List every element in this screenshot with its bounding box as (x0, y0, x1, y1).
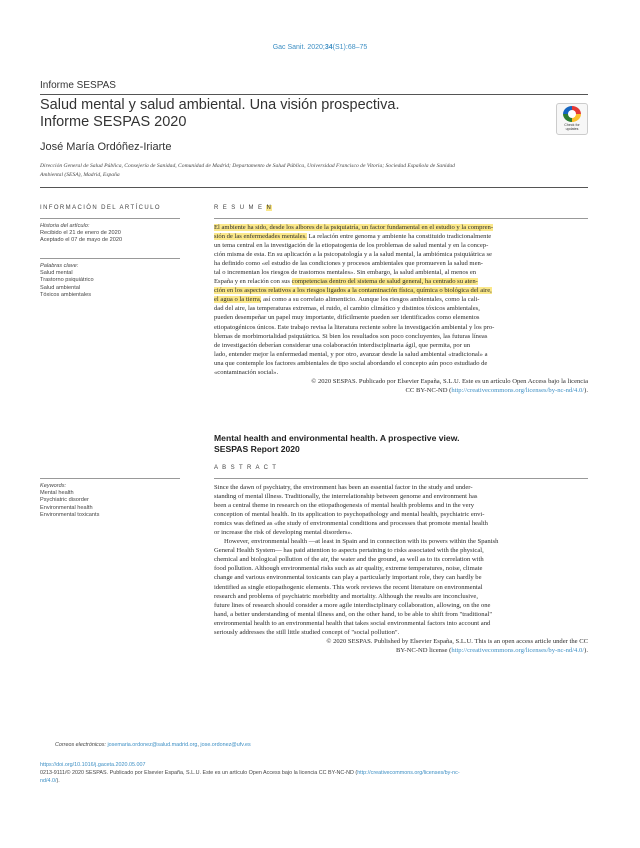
abstract-line: or increase the risk of developing mental disorders». (214, 529, 353, 537)
abstract-line: chemical and biological pollution of the air, the water and the ground, as well as to its correlation with (214, 556, 484, 564)
article-footer: https://doi.org/10.1016/j.gaceta.2020.05.007 0213-9111/© 2020 SESPAS. Publicado por Elsevier España, S.L.U. Este es un artículo Open Access bajo la licencia CC BY-NC-ND (http://creativecommons.org/licenses/by-nc- nd/4.0/). (40, 762, 460, 784)
article-history (40, 223, 180, 245)
abstract-line: General Health System— has paid attention to aspects pertaining to risks associated with the physical, (214, 547, 484, 555)
resumen-body (214, 223, 588, 395)
abstract-line: romics was defined as «the study of environmental conditions and processes that promote mental health (214, 520, 488, 528)
badge-text-2: updates (565, 127, 579, 131)
abstract-line: food pollution. Although environmental risks such as air quality, extreme temperatures, noise, climate (214, 565, 483, 573)
resumen-line: dad del aire, las temperaturas extremas, el ruido, el cambio climático y distintos tóxicos ambientales, (214, 305, 480, 313)
resumen-heading (214, 205, 272, 211)
abstract-line: standing of mental illness. Traditionally, the interrelationship between genome and environment has (214, 493, 478, 501)
abstract-line: identified as single etiopathogenic elements. This work reviews the recent literature on environmental (214, 583, 483, 591)
journal-volume: 34 (324, 44, 333, 51)
resumen-line: lado, entender mejor la enfermedad mental, y por otro, avanzar desde la salud ambiental «tradicional» a (214, 350, 488, 358)
highlighted-text: ción en los aspectos relativos a los riesgos ligados a la contaminación física, química o biológica del aire, (214, 287, 492, 295)
resumen-line (214, 286, 588, 295)
resumen-line: ha definido como «el estudio de las condiciones y procesos ambientales que promueven la salud men- (214, 260, 483, 268)
resumen-divider (214, 218, 588, 219)
article-title (40, 97, 540, 131)
keywords-es-label: Palabras clave: (40, 263, 79, 269)
keyword-en: Environmental health (40, 504, 93, 511)
email-link-2[interactable]: jose.ordonez@ufv.es (200, 742, 251, 748)
abstract-line: conception of mental health. In its application to psychopathology and mental health, psychiatric envi- (214, 511, 485, 519)
article-info-heading: INFORMACIÓN DEL ARTÍCULO (40, 205, 161, 211)
keyword-es: Tóxicos ambientales (40, 291, 91, 298)
resumen-line: tal o incrementan los riesgos de trastornos mentales». Sin embargo, la salud ambiental, al menos en (214, 269, 477, 277)
abstract-line: environmental health to an environmental health that takes social environmental factors into account and (214, 619, 491, 627)
resumen-line: el agua o la tierra, así como a su correlato alimenticio. Aunque los riesgos ambientales, como la cali- (214, 296, 480, 304)
resumen-line: ción misma de esta. En su aplicación a la psicopatología y a la salud mental, la ambiómica psiquiátrica se (214, 251, 492, 259)
received-date: Recibido el 21 de enero de 2020 (40, 230, 121, 237)
resumen-line: España y en relación con sus competencias dentro del sistema de salud general, ha centrado su aten- (214, 278, 478, 286)
resumen-line: de investigación deberían considerar una colaboración interdisciplinaria ágil, que permita, por un (214, 341, 471, 349)
article-info-divider (40, 218, 180, 219)
highlighted-text: El ambiente ha sido, desde los albores de la psiquiatría, un factor fundamental en el estudio y la compren- (214, 224, 494, 231)
abstract-divider (214, 478, 588, 479)
keyword-en: Mental health (40, 490, 74, 497)
email-footnote: Correos electrónicos: josemaria.ordonez@salud.madrid.org, jose.ordonez@ufv.es (55, 742, 251, 748)
accepted-date: Aceptado el 07 de mayo de 2020 (40, 237, 123, 244)
abstract-line: future lines of research should consider a more agile interdisciplinary collaboration, allowing, on the one (214, 601, 491, 609)
journal-year: 2020; (307, 44, 325, 51)
resumen-line: una que contemple los factores ambientales de tipo social abordando el concepto aún poco estudiado de (214, 359, 488, 367)
abstract-line: hand, a better understanding of mental illness and, on the other hand, to be able to shift from "traditional" (214, 610, 493, 618)
abstract-line: However, environmental health —at least in Spain and in connection with its powers within the Spanish (224, 538, 499, 546)
abstract-line: research and problems of psychiatric morbidity and mortality. Although the results are inconclusive, (214, 592, 478, 600)
keywords-en-label: Keywords: (40, 483, 67, 489)
history-divider (40, 258, 180, 259)
resumen-line: etiopatogénicos únicos. Este trabajo revisa la literatura reciente sobre la investigación ambiental y los pro- (214, 323, 495, 331)
keywords-en (40, 483, 180, 519)
resumen-heading-highlight: N (266, 205, 273, 211)
affiliation-line-2: Ambiental (SESA), Madrid, España (40, 172, 120, 178)
cc-license-link-en[interactable]: http://creativecommons.org/licenses/by-nc-nd/4.0/ (451, 646, 585, 654)
highlighted-text: sión de las enfermedades mentales. (214, 233, 307, 241)
abstract-copyright: © 2020 SESPAS. Published by Elsevier España, S.L.U. This is an open access article under the CC BY-NC-ND license (http://creativecommons.org/licenses/by-nc-nd/4.0/). (326, 637, 588, 654)
header-divider (40, 94, 588, 95)
resumen-line: pueden desempeñar un papel muy importante, difícilmente pueden ser identificados como elementos (214, 314, 480, 322)
check-for-updates-badge[interactable] (556, 103, 588, 135)
affiliation-divider (40, 187, 588, 188)
resumen-heading-main: R E S U M E (214, 205, 267, 211)
history-label: Historia del artículo: (40, 223, 90, 229)
affiliation (40, 162, 588, 180)
keyword-en: Psychiatric disorder (40, 497, 89, 504)
keyword-es: Salud mental (40, 270, 73, 277)
resumen-line: «contaminación social». (214, 368, 279, 376)
abstract-heading: A B S T R A C T (214, 465, 278, 471)
keyword-es: Trastorno psiquiátrico (40, 277, 94, 284)
abstract-line: Since the dawn of psychiatry, the environment has been an essential factor in the study and under- (214, 484, 473, 491)
abstract-line: seriously addresses the still little studied concept of "social pollution". (214, 628, 400, 636)
keyword-en: Environmental toxicants (40, 511, 100, 518)
resumen-line: un tema central en la investigación de la etiopatogenia de los problemas de salud mental y en la concep- (214, 242, 489, 250)
badge-text-1: Check for (564, 123, 580, 127)
journal-citation (0, 44, 640, 51)
email-link-1[interactable]: josemaria.ordonez@salud.madrid.org (107, 742, 198, 748)
resumen-line (214, 223, 588, 232)
keywords-en-divider (40, 478, 180, 479)
cc-license-link[interactable]: http://creativecommons.org/licenses/by-nc-nd/4.0/ (451, 386, 585, 394)
section-label: Informe SESPAS (40, 80, 116, 91)
keyword-es: Salud ambiental (40, 284, 81, 291)
journal-pages: (S1):68–75 (332, 44, 368, 51)
footer-license-link[interactable]: http://creativecommons.org/licenses/by-nc- (357, 770, 460, 776)
abstract-line: been a central theme in research on the etiopathogenesis of mental health problems and in the very (214, 502, 474, 510)
title-line-1: Salud mental y salud ambiental. Una visión prospectiva. (40, 97, 400, 113)
author-name: José María Ordóñez-Iriarte (40, 141, 172, 153)
resumen-line: blemas de morbimortalidad psiquiátrica. Si bien los resultados son poco concluyentes, las futuras líneas (214, 332, 488, 340)
title-line-2: Informe SESPAS 2020 (40, 114, 187, 130)
journal-name: Gac Sanit. (272, 44, 306, 51)
resumen-line: sión de las enfermedades mentales. La relación entre genoma y ambiente ha constituido tradicionalmente (214, 233, 492, 241)
highlighted-text: el agua o la tierra, (214, 296, 262, 304)
resumen-copyright: © 2020 SESPAS. Publicado por Elsevier España, S.L.U. Este es un artículo Open Access bajo la licencia CC BY-NC-ND (http://creativecommons.org/licenses/by-nc-nd/4.0/). (311, 377, 588, 394)
highlighted-text: competencias dentro del sistema de salud general, ha centrado su aten- (291, 278, 478, 286)
affiliation-line-1: Dirección General de Salud Pública, Consejería de Sanidad, Comunidad de Madrid; Departamento de Salud Pública, Universidad Francisco de Vitoria; Sociedad Española de Sanidad (40, 163, 455, 169)
crossmark-icon (563, 106, 581, 122)
abstract-line: change and various environmental toxicants can play a particularly important role, they can hardly be (214, 574, 482, 582)
abstract-body (214, 483, 588, 655)
english-title: Mental health and environmental health. A prospective view. SESPAS Report 2020 (214, 433, 460, 454)
footer-license-link-cont[interactable]: nd/4.0/ (40, 778, 57, 784)
doi-link[interactable]: https://doi.org/10.1016/j.gaceta.2020.05.007 (40, 762, 146, 768)
keywords-es (40, 263, 180, 299)
email-label: Correos electrónicos: (55, 742, 106, 748)
